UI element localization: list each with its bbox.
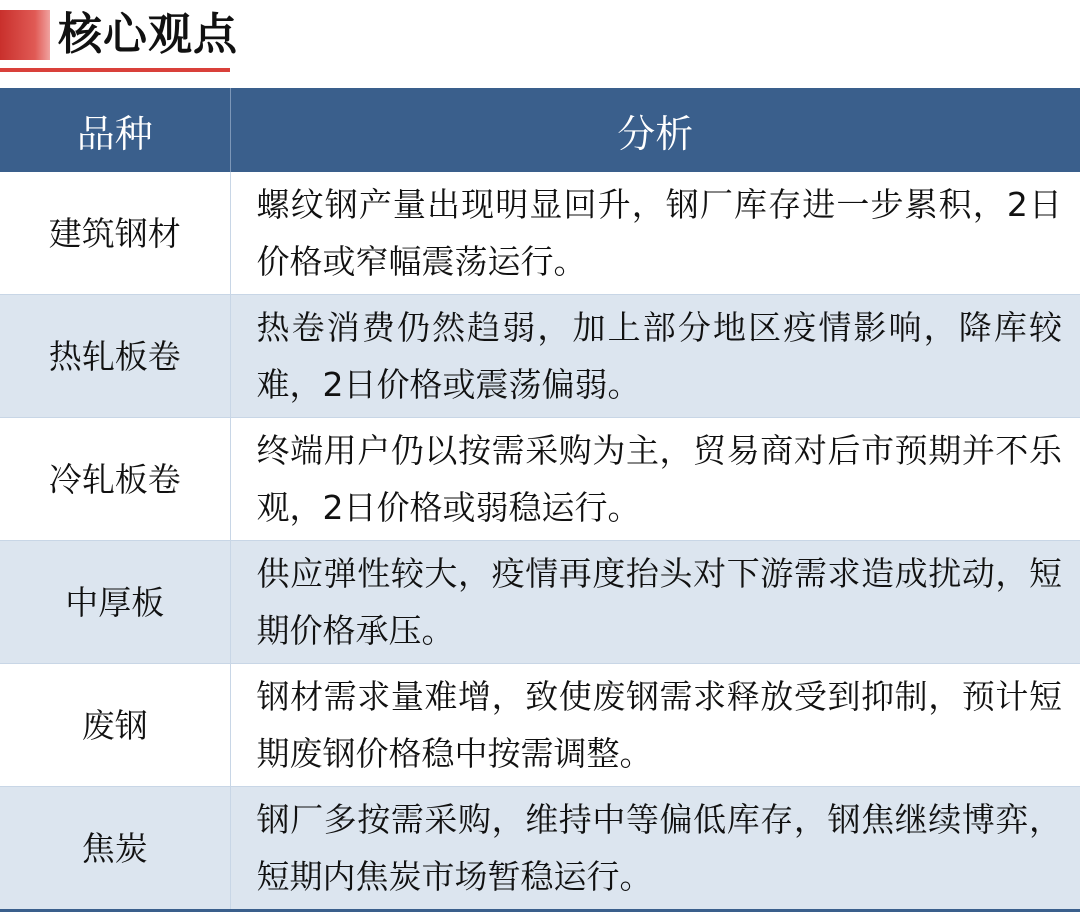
- row-analysis: 终端用户仍以按需采购为主，贸易商对后市预期并不乐观，2日价格或弱稳运行。: [230, 418, 1080, 541]
- table-row: [0, 172, 1080, 295]
- core-views-table: [0, 88, 1080, 912]
- table-header-row: [0, 88, 1080, 172]
- table-row: [0, 787, 1080, 911]
- row-variety: 冷轧板卷: [0, 418, 230, 541]
- column-header-variety: 品种: [0, 88, 230, 172]
- row-analysis: 螺纹钢产量出现明显回升，钢厂库存进一步累积，2日价格或窄幅震荡运行。: [230, 172, 1080, 295]
- header-underline: [0, 68, 230, 72]
- row-analysis: 热卷消费仍然趋弱，加上部分地区疫情影响，降库较难，2日价格或震荡偏弱。: [230, 295, 1080, 418]
- row-variety: 热轧板卷: [0, 295, 230, 418]
- column-header-analysis: 分析: [230, 88, 1080, 172]
- section-title: 核心观点: [58, 9, 238, 60]
- row-analysis: 供应弹性较大，疫情再度抬头对下游需求造成扰动，短期价格承压。: [230, 541, 1080, 664]
- table-row: [0, 295, 1080, 418]
- table-row: [0, 541, 1080, 664]
- row-analysis: 钢厂多按需采购，维持中等偏低库存，钢焦继续博弈，短期内焦炭市场暂稳运行。: [230, 787, 1080, 911]
- row-variety: 中厚板: [0, 541, 230, 664]
- table-row: [0, 664, 1080, 787]
- row-variety: 焦炭: [0, 787, 230, 911]
- row-variety: 废钢: [0, 664, 230, 787]
- row-analysis: 钢材需求量难增，致使废钢需求释放受到抑制，预计短期废钢价格稳中按需调整。: [230, 664, 1080, 787]
- header-accent-square: [0, 10, 50, 60]
- table-row: [0, 418, 1080, 541]
- section-header: [0, 0, 1080, 80]
- row-variety: 建筑钢材: [0, 172, 230, 295]
- core-views-table-container: [0, 88, 1080, 910]
